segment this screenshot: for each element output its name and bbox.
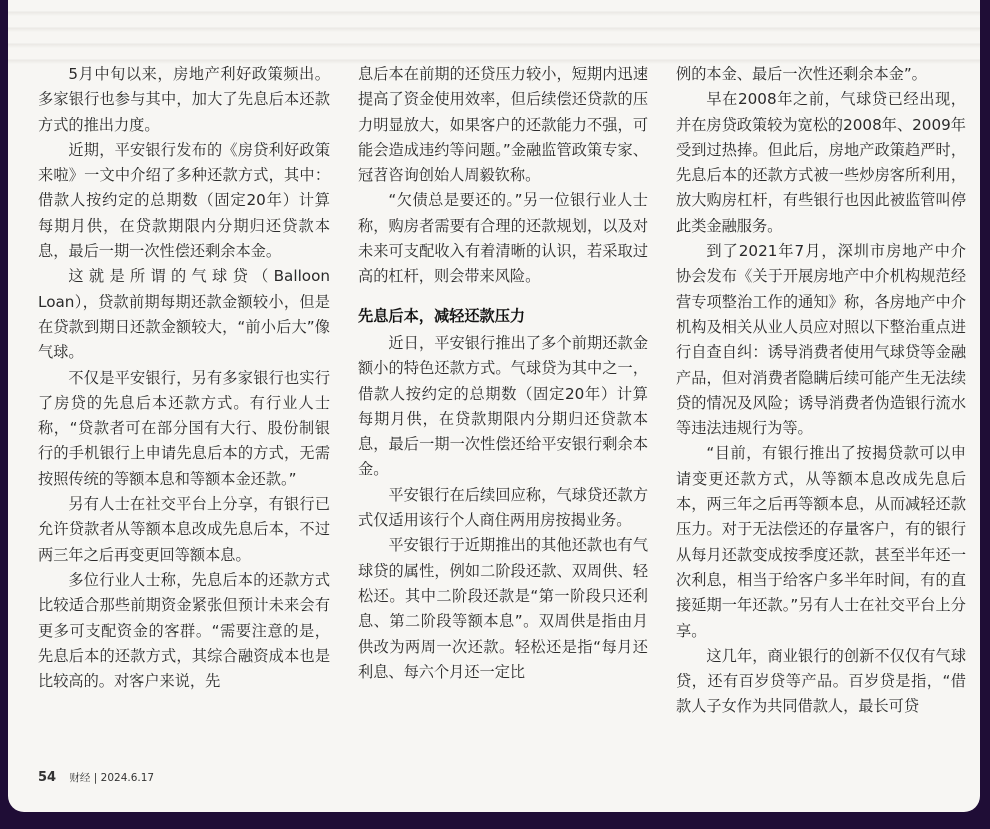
paragraph: 另有人士在社交平台上分享，有银行已允许贷款者从等额本息改成先息后本，不过两三年之后再变更回等额本息。 (38, 495, 330, 564)
paragraph: “欠债总是要还的。”另一位银行业人士称，购房者需要有合理的还款规划，以及对未来可支配收入有着清晰的认识，若采取过高的杠杆，则会带来风险。 (358, 191, 648, 286)
paragraph: 不仅是平安银行，另有多家银行也实行了房贷的先息后本还款方式。有行业人士称，“贷款者可在部分国有大行、股份制银行的手机银行上申请先息后本的方式，无需按照传统的等额本息和等额本金还款。” (38, 368, 330, 488)
paragraph: 息后本在前期的还贷压力较小，短期内迅速提高了资金使用效率，但后续偿还贷款的压力明显放大，如果客户的还款能力不强，可能会造成违约等问题。”金融监管政策专家、冠苕咨询创始人周毅钦称。 (358, 65, 648, 185)
paragraph: 这几年，商业银行的创新不仅仅有气球贷，还有百岁贷等产品。百岁贷是指，“借款人子女作为共同借款人，最长可贷 (676, 646, 966, 716)
magazine-page (8, 0, 980, 812)
paragraph: 平安银行于近期推出的其他还款也有气球贷的属性，例如二阶段还款、双周供、轻松还。其中二阶段还款是“第一阶段只还利息、第二阶段等额本息”。双周供是指由月供改为两周一次还款。轻松还是指“每月还利息、每六个月还一定比 (358, 536, 648, 681)
paragraph: 到了2021年7月，深圳市房地产中介协会发布《关于开展房地产中介机构规范经营专项整治工作的通知》称，各房地产中介机构及相关从业人员应对照以下整治重点进行自查自纠：诱导消费者使用气球贷等金融产品，但对消费者隐瞒后续可能产生无法续贷的情况及风险；诱导消费者伪造银行流水等违法违规行为等。 (676, 242, 966, 438)
paragraph: 5月中旬以来，房地产利好政策频出。多家银行也参与其中，加大了先息后本还款方式的推出力度。 (38, 65, 330, 134)
paragraph: “目前，有银行推出了按揭贷款可以申请变更还款方式，从等额本息改成先息后本，两三年之后再等额本息，从而减轻还款压力。对于无法偿还的存量客户，有的银行从每月还款变成按季度还款，甚至半年还一次利息，相当于给客户多半年时间，有的直接延期一年还款。”另有人士在社交平台上分享。 (676, 444, 966, 640)
paragraph: 这就是所谓的气球贷（Balloon Loan），贷款前期每期还款金额较小，但是在贷款到期日还款金额较大，“前小后大”像气球。 (38, 267, 330, 362)
paragraph: 近日，平安银行推出了多个前期还款金额小的特色还款方式。气球贷为其中之一，借款人按约定的总期数（固定20年）计算每期月供，在贷款期限内分期归还贷款本息，最后一期一次性偿还给平安银行剩余本金。 (358, 333, 648, 479)
paragraph: 近期，平安银行发布的《房贷利好政策来啦》一文中介绍了多种还款方式，其中：借款人按约定的总期数（固定20年）计算每期月供，在贷款期限内分期归还贷款本息，最后一期一次性偿还剩余本金。 (38, 140, 330, 261)
paragraph: 平安银行在后续回应称，气球贷还款方式仅适用该行个人商住两用房按揭业务。 (358, 485, 648, 530)
paragraph: 多位行业人士称，先息后本的还款方式比较适合那些前期资金紧张但预计未来会有更多可支配资金的客群。“需要注意的是，先息后本的还款方式，其综合融资成本也是比较高的。对客户来说，先 (38, 570, 330, 691)
column-3 (676, 62, 966, 720)
column-1 (38, 62, 330, 694)
section-heading: 先息后本，减轻还款压力 (358, 306, 526, 325)
column-2 (358, 62, 648, 685)
show-through-text (8, 0, 980, 64)
paragraph: 例的本金、最后一次性还剩余本金”。 (676, 65, 927, 83)
issue-info: 财经 | 2024.6.17 (69, 772, 155, 784)
page-number: 54 (38, 770, 57, 785)
page-footer (38, 770, 154, 785)
paragraph: 早在2008年之前，气球贷已经出现，并在房贷政策较为宽松的2008年、2009年受到过热捧。但此后，房地产政策趋严时，先息后本的还款方式被一些炒房客所利用，放大购房杠杆，有些银行也因此被监管叫停此类金融服务。 (676, 90, 966, 235)
